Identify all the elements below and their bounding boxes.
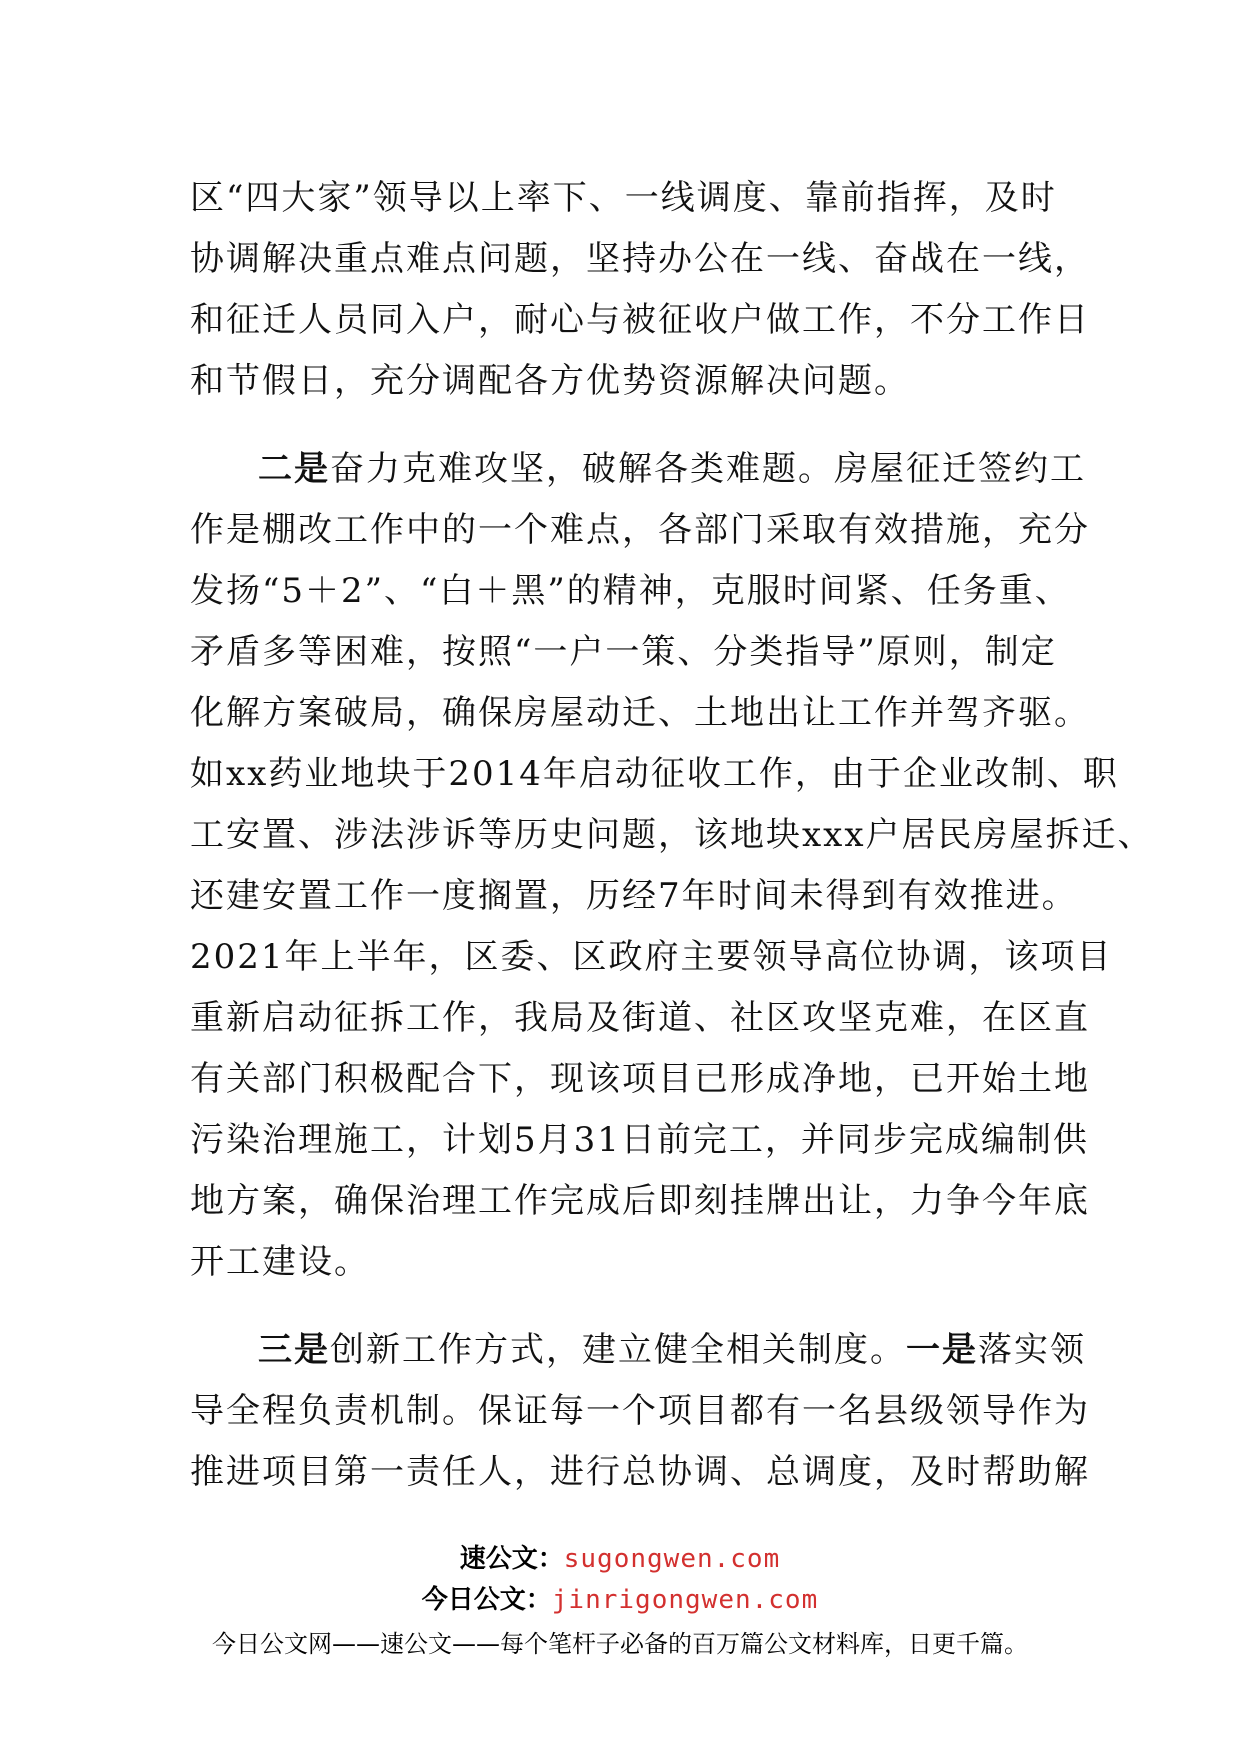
para2-first-rest: 奋力克难攻坚，破解各类难题。房屋征迁签约工	[330, 449, 1086, 489]
para3-line-3: 推进项目第一责任人，进行总协调、总调度，及时帮助解	[190, 1452, 1090, 1492]
footer-site1	[0, 1542, 1240, 1576]
footer-site2-url[interactable]: jinrigongwen.com	[551, 1585, 819, 1615]
para2-line-12: 污染治理施工，计划5月31日前完工，并同步完成编制供	[190, 1120, 1089, 1160]
para2-line-8: 还建安置工作一度搁置，历经7年时间未得到有效推进。	[190, 876, 1078, 916]
para2-lead: 二是	[258, 449, 330, 489]
para1-line-2: 协调解决重点难点问题，坚持办公在一线、奋战在一线，	[190, 239, 1090, 279]
para3-first-line	[190, 1320, 1086, 1381]
para1-line-3: 和征迁人员同入户，耐心与被征收户做工作，不分工作日	[190, 300, 1090, 340]
para2-line-6: 如xx药业地块于2014年启动征收工作，由于企业改制、职	[190, 754, 1119, 794]
para2-line-11: 有关部门积极配合下，现该项目已形成净地，已开始土地	[190, 1059, 1090, 1099]
para3-mid: 创新工作方式，建立健全相关制度。	[330, 1330, 906, 1370]
para2-line-13: 地方案，确保治理工作完成后即刻挂牌出让，力争今年底	[190, 1181, 1090, 1221]
para3-line-2: 导全程负责机制。保证每一个项目都有一名县级领导作为	[190, 1391, 1090, 1431]
para1-line-1: 区“四大家”领导以上率下、一线调度、靠前指挥，及时	[190, 178, 1057, 218]
footer-site1-label: 速公文：	[459, 1544, 564, 1574]
para2-line-5: 化解方案破局，确保房屋动迁、土地出让工作并驾齐驱。	[190, 693, 1090, 733]
para2-first-line	[190, 439, 1086, 500]
footer-site1-url[interactable]: sugongwen.com	[563, 1544, 781, 1574]
para3-lead2: 一是	[906, 1330, 978, 1370]
para2-line-14: 开工建设。	[190, 1242, 370, 1282]
para2-line-9: 2021年上半年，区委、区政府主要领导高位协调，该项目	[190, 937, 1113, 977]
para2-line-10: 重新启动征拆工作，我局及街道、社区攻坚克难，在区直	[190, 998, 1090, 1038]
para2-line-4: 矛盾多等困难，按照“一户一策、分类指导”原则，制定	[190, 632, 1057, 672]
para2-line-7: 工安置、涉法涉诉等历史问题，该地块xxx户居民房屋拆迁、	[190, 815, 1154, 855]
para2-line-2: 作是棚改工作中的一个难点，各部门采取有效措施，充分	[190, 510, 1090, 550]
footer-tagline: 今日公文网——速公文——每个笔杆子必备的百万篇公文材料库，日更千篇。	[212, 1630, 1028, 1658]
para2-line-3: 发扬“5＋2”、“白＋黑”的精神，克服时间紧、任务重、	[190, 571, 1071, 611]
para3-lead: 三是	[258, 1330, 330, 1370]
document-body	[190, 168, 1154, 1503]
para1-line-4: 和节假日，充分调配各方优势资源解决问题。	[190, 361, 910, 401]
footer-site2	[0, 1583, 1240, 1617]
footer-site2-label: 今日公文：	[421, 1585, 552, 1615]
para3-tail: 落实领	[978, 1330, 1086, 1370]
